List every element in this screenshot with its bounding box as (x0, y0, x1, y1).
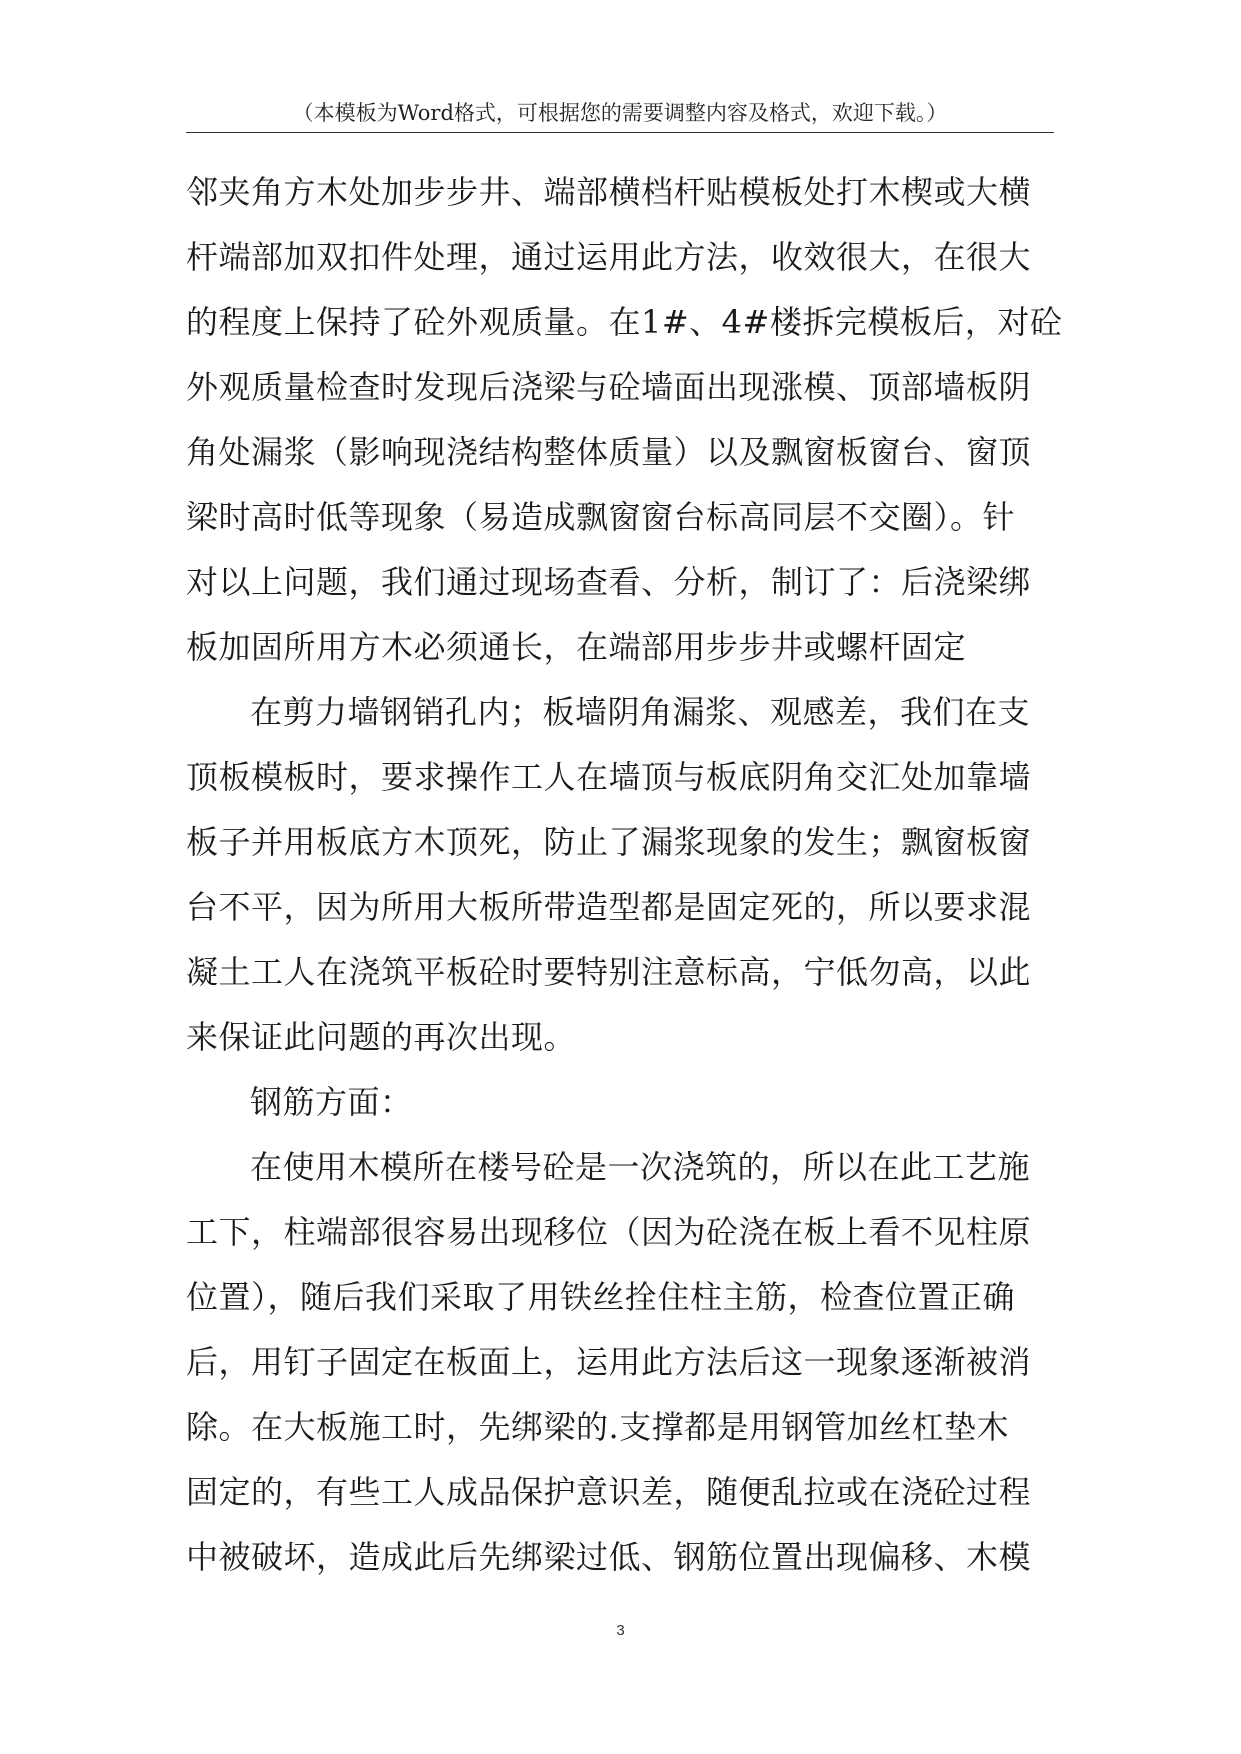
text-line: 位置），随后我们采取了用铁丝拴住柱主筋，检查位置正确 (186, 1278, 1016, 1316)
text-line: 来保证此问题的再次出现。 (186, 1018, 577, 1056)
text-line: 固定的，有些工人成品保护意识差，随便乱拉或在浇砼过程 (186, 1473, 1032, 1511)
paragraph-start-line: 在使用木模所在楼号砼是一次浇筑的，所以在此工艺施 (250, 1148, 1031, 1186)
text-line: 工下，柱端部很容易出现移位（因为砼浇在板上看不见柱原 (186, 1213, 1032, 1251)
text-line: 顶板模板时，要求操作工人在墙顶与板底阴角交汇处加靠墙 (186, 758, 1032, 796)
text-line: 对以上问题，我们通过现场查看、分析，制订了：后浇梁绑 (186, 563, 1032, 601)
page-number: 3 (616, 1622, 625, 1639)
text-line: 的程度上保持了砼外观质量。在1#、4#楼拆完模板后，对砼 (186, 303, 1063, 341)
text-line: 板加固所用方木必须通长，在端部用步步井或螺杆固定 (186, 628, 967, 666)
text-line: 角处漏浆（影响现浇结构整体质量）以及飘窗板窗台、窗顶 (186, 433, 1032, 471)
text-line: 外观质量检查时发现后浇梁与砼墙面出现涨模、顶部墙板阴 (186, 368, 1032, 406)
text-line: 板子并用板底方木顶死，防止了漏浆现象的发生；飘窗板窗 (186, 823, 1032, 861)
page-header-note: （本模板为Word格式，可根据您的需要调整内容及格式，欢迎下载。） (292, 101, 948, 125)
body-text (186, 160, 1063, 1590)
paragraph-start-line: 在剪力墙钢销孔内；板墙阴角漏浆、观感差，我们在支 (250, 693, 1031, 731)
text-line: 台不平，因为所用大板所带造型都是固定死的，所以要求混 (186, 888, 1032, 926)
text-line: 杆端部加双扣件处理，通过运用此方法，收效很大，在很大 (186, 238, 1032, 276)
header-divider (186, 132, 1054, 133)
text-line: 中被破坏，造成此后先绑梁过低、钢筋位置出现偏移、木模 (186, 1538, 1032, 1576)
text-line: 凝土工人在浇筑平板砼时要特别注意标高，宁低勿高，以此 (186, 953, 1032, 991)
text-line: 除。在大板施工时，先绑梁的.支撑都是用钢管加丝杠垫木 (186, 1408, 1010, 1446)
section-heading: 钢筋方面： (250, 1083, 413, 1121)
text-line: 后，用钉子固定在板面上，运用此方法后这一现象逐渐被消 (186, 1343, 1032, 1381)
text-line: 梁时高时低等现象（易造成飘窗窗台标高同层不交圈）。针 (186, 498, 1016, 536)
text-line: 邻夹角方木处加步步井、端部横档杆贴模板处打木楔或大横 (186, 173, 1032, 211)
